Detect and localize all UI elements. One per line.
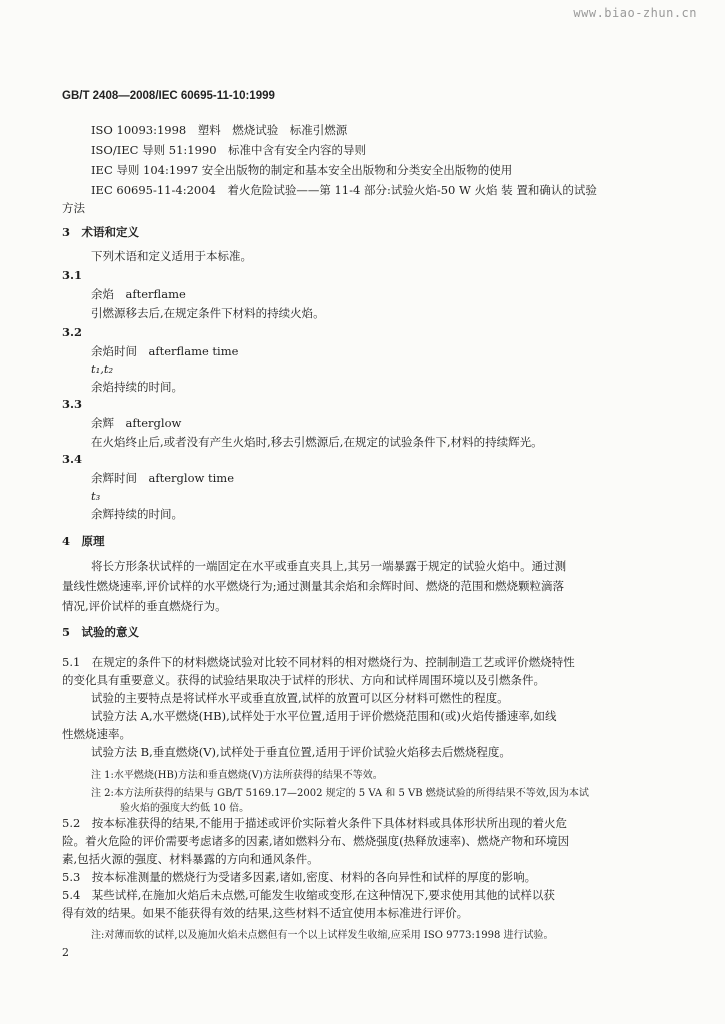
term-heading: 余辉时间 afterglow time	[91, 471, 235, 485]
section-3-intro: 下列术语和定义适用于本标准。	[91, 249, 252, 263]
section-5-title: 5 试验的意义	[62, 625, 140, 639]
note: 注 2:本方法所获得的结果与 GB/T 5169.17—2002 规定的 5 VA 和 5 VB 燃烧试验的所得结果不等效,因为本试	[91, 788, 589, 799]
term-definition: 余焰持续的时间。	[91, 380, 183, 394]
clause-number: 3.1	[62, 268, 83, 282]
body-line: 素,包括火源的强度、材料暴露的方向和通风条件。	[62, 852, 319, 866]
body-line: 试验方法 B,垂直燃烧(V),试样处于垂直位置,适用于评价试验火焰移去后燃烧程度。	[91, 745, 511, 759]
body-line: 的变化具有重要意义。获得的试验结果取决于试样的形状、方向和试样周围环境以及引燃条件。	[62, 673, 545, 687]
body-line: 试验方法 A,水平燃烧(HB),试样处于水平位置,适用于评价燃烧范围和(或)火焰传播速率,如线	[91, 709, 557, 723]
body-line: 将长方形条状试样的一端固定在水平或垂直夹具上,其另一端暴露于规定的试验火焰中。通过测	[91, 559, 567, 573]
clause-number: 3.2	[62, 325, 83, 339]
document-header: GB/T 2408—2008/IEC 60695-11-10:1999	[62, 90, 275, 102]
note: 注 1:水平燃烧(HB)方法和垂直燃烧(V)方法所获得的结果不等效。	[91, 770, 383, 781]
note: 验火焰的强度大约低 10 倍。	[120, 803, 250, 814]
body-line: 性燃烧速率。	[62, 727, 131, 741]
term-heading: 余辉 afterglow	[91, 416, 182, 430]
term-symbol: t₁,t₂	[91, 362, 114, 376]
body-line: 险。着火危险的评价需要考虑诸多的因素,诸如燃料分布、燃烧强度(热释放速率)、燃烧产物和环境因	[62, 834, 570, 848]
body-line: 量线性燃烧速率,评价试样的水平燃烧行为;通过测量其余焰和余辉时间、燃烧的范围和燃烧颗粒滴落	[62, 579, 565, 593]
clause-number: 3.4	[62, 452, 83, 466]
term-definition: 在火焰终止后,或者没有产生火焰时,移去引燃源后,在规定的试验条件下,材料的持续辉光。	[91, 435, 543, 449]
clause-number: 3.3	[62, 397, 83, 411]
body-line: 情况,评价试样的垂直燃烧行为。	[62, 599, 227, 613]
watermark: www.biao-zhun.cn	[573, 6, 697, 20]
term-heading: 余焰时间 afterflame time	[91, 344, 239, 358]
body-line: 得有效的结果。如果不能获得有效的结果,这些材料不适宜使用本标准进行评价。	[62, 906, 469, 920]
body-line: 5.1 在规定的条件下的材料燃烧试验对比较不同材料的相对燃烧行为、控制制造工艺或评价燃烧特性	[62, 655, 575, 669]
term-definition: 余辉持续的时间。	[91, 507, 183, 521]
section-3-title: 3 术语和定义	[62, 225, 140, 239]
reference-line: 方法	[62, 201, 85, 215]
body-line: 5.4 某些试样,在施加火焰后未点燃,可能发生收缩或变形,在这种情况下,要求使用其他的试样以获	[62, 888, 555, 902]
reference-line: ISO 10093:1998 塑料 燃烧试验 标准引燃源	[91, 123, 348, 137]
note: 注:对薄而软的试样,以及施加火焰未点燃但有一个以上试样发生收缩,应采用 ISO 9773:1998 进行试验。	[91, 930, 554, 941]
body-line: 5.2 按本标准获得的结果,不能用于描述或评价实际着火条件下具体材料或具体形状所出现的着火危	[62, 816, 567, 830]
section-4-title: 4 原理	[62, 534, 105, 548]
term-symbol: t₃	[91, 489, 101, 503]
term-heading: 余焰 afterflame	[91, 287, 186, 301]
body-line: 试验的主要特点是将试样水平或垂直放置,试样的放置可以区分材料可燃性的程度。	[91, 691, 509, 705]
page-number: 2	[62, 946, 69, 959]
body-line: 5.3 按本标准测量的燃烧行为受诸多因素,诸如,密度、材料的各向异性和试样的厚度的影响。	[62, 870, 537, 884]
reference-line: IEC 60695-11-4:2004 着火危险试验——第 11-4 部分:试验火焰-50 W 火焰 装 置和确认的试验	[91, 183, 597, 197]
reference-line: IEC 导则 104:1997 安全出版物的制定和基本安全出版物和分类安全出版物的使用	[91, 163, 513, 177]
reference-line: ISO/IEC 导则 51:1990 标准中含有安全内容的导则	[91, 143, 367, 157]
term-definition: 引燃源移去后,在规定条件下材料的持续火焰。	[91, 306, 325, 320]
